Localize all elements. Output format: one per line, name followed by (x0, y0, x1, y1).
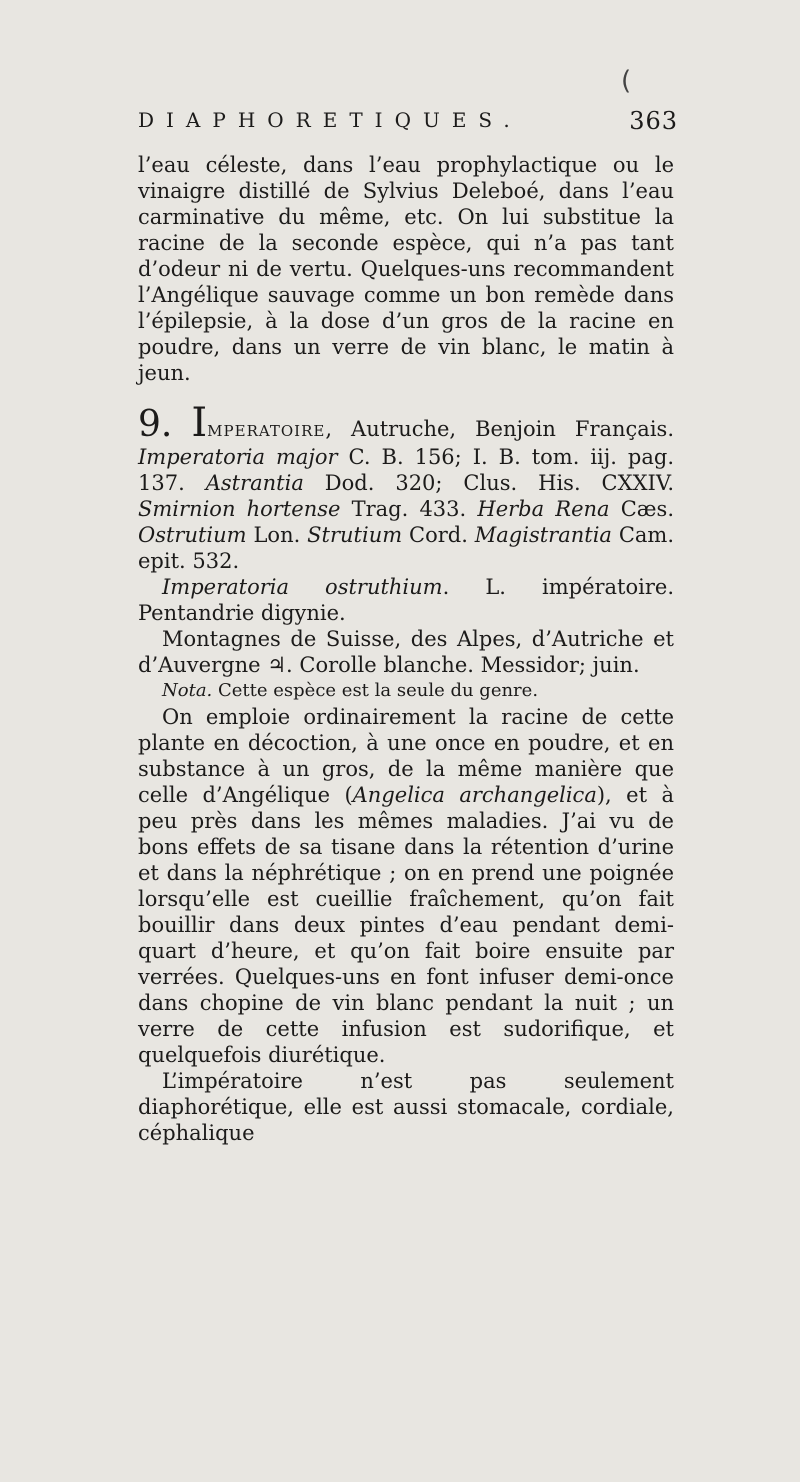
synonym-ref: Trag. 433. (340, 497, 478, 521)
synonym-ref: C. B. 156; I. B. tom. iij. pag. 137. (138, 445, 674, 495)
perennial-symbol-icon: ♃ (267, 653, 287, 677)
synonym: Strutium (307, 523, 403, 547)
running-head: DIAPHORETIQUES. (138, 108, 522, 132)
body-text (138, 152, 674, 1146)
corner-mark: ( (621, 66, 632, 96)
synonym: Smirnion hortense (138, 497, 341, 521)
linnaean-name: Imperatoria ostruthium (162, 575, 443, 599)
section-gap (138, 386, 674, 410)
paragraph-usage (138, 704, 674, 1068)
synonym-ref: Dod. 320; Clus. His. CXXIV. (303, 471, 674, 495)
synonym-ref: Cam. epit. 532. (138, 523, 674, 573)
page-number: 363 (629, 107, 678, 135)
synonym-ref: Lon. (246, 523, 308, 547)
synonym: Herba Rena (477, 497, 610, 521)
entry-imperatoire (138, 400, 675, 574)
paragraph-angelique-end: l’eau céleste, dans l’eau prophylactique ou le vinaigre distillé de Sylvius Deleboé, dans l’eau carminative du même, etc. On lui substitue la racine de la seconde espèce, qui n’a pas tant d’odeur ni de vertu. Quelques-uns recommandent l’Angélique sauvage comme un bon remède dans l’épilepsie, à la dose d’un gros de la racine en poudre, dans un verre de vin blanc, le matin à jeun. (138, 153, 674, 385)
usage-latin-name: Angelica archangelica (352, 783, 597, 807)
paragraph-habitat (138, 626, 674, 678)
paragraph-properties: L’impératoire n’est pas seulement diaphorétique, elle est aussi stomacale, cordiale, céphalique (138, 1069, 674, 1145)
nota-label: Nota. (162, 680, 213, 701)
habitat-text: Montagnes de Suisse, des Alpes, d’Autriche et d’Auvergne (138, 627, 674, 677)
flowering-text: . Corolle blanche. Messidor; juin. (286, 653, 640, 677)
entry-initial: I (191, 400, 208, 446)
synonym: Ostrutium (138, 523, 247, 547)
paragraph-nota (138, 678, 674, 704)
entry-common-names: , Autruche, Benjoin Français. (325, 417, 674, 441)
usage-text-cont: ), et à peu près dans les mêmes maladies. J’ai vu de bons effets de sa tisane dans la rétention d’urine et dans la néphrétique ; on en prend une poignée lorsqu’elle est cueillie fraîchement, qu’on fait bouillir dans deux pintes d’eau pendant demi-quart d’heure, et qu’on fait boire ensuite par verrées. Quelques-uns en font infuser demi-once dans chopine de vin blanc pendant la nuit ; un verre de cette infusion est sudorifique, et quelquefois diurétique. (138, 783, 674, 1067)
classification: . L. impératoire. Pentandrie digynie. (138, 575, 674, 625)
usage-text: On emploie ordinairement la racine de cette plante en décoction, à une once en poudre, et en substance à un gros, de la même manière que celle d’Angélique ( (138, 705, 674, 807)
synonym: Astrantia (205, 471, 304, 495)
paragraph-linnaean-name (138, 574, 674, 626)
entry-head: MPERATOIRE (207, 422, 326, 440)
synonym-ref: Cæs. (609, 497, 675, 521)
synonym-ref: Cord. (402, 523, 475, 547)
entry-number: 9. (138, 404, 173, 445)
nota-text: Cette espèce est la seule du genre. (212, 680, 539, 701)
synonym: Magistrantia (474, 523, 612, 547)
synonym: Imperatoria major (138, 445, 338, 469)
page-header (138, 108, 678, 144)
